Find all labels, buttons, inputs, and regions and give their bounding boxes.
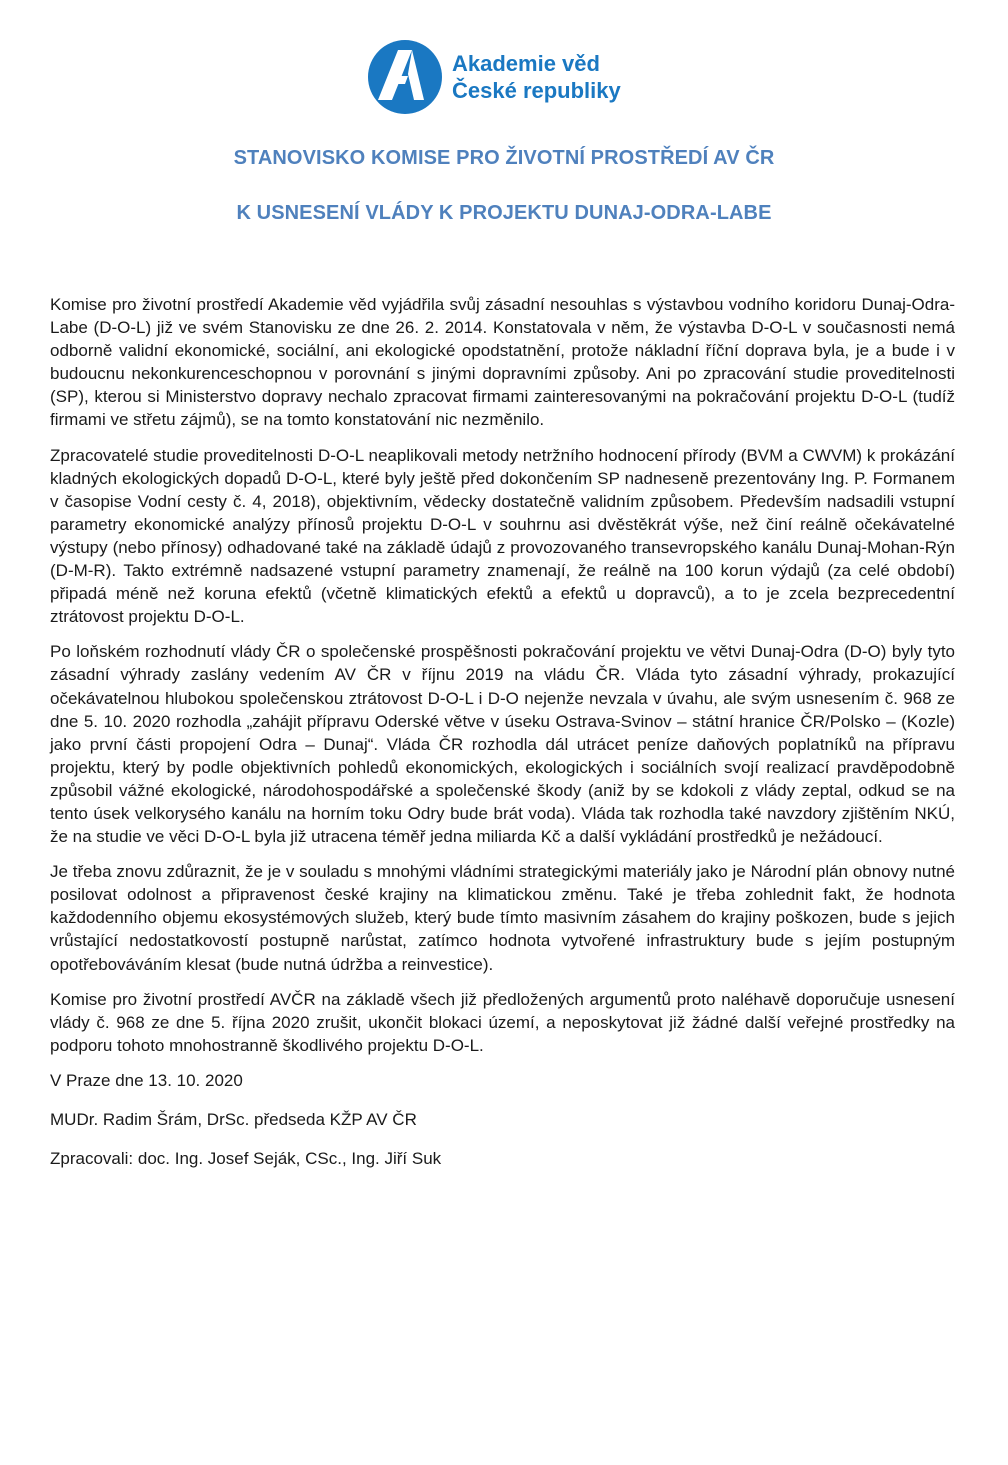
paragraph-2: Zpracovatelé studie proveditelnosti D-O-L neaplikovali metody netržního hodnocení přírody (BVM a CWVM) k prokázání kladných ekologických dopadů D-O-L, které byly ještě před dokončením SP nadneseně prezentovány Ing. P. Formanem v časopise Vodní cesty č. 4, 2018), objektivním, vědecky dostatečně validním způsobem. Především nadsadili vstupní parametry ekonomické analýzy přínosů projektu D-O-L v souhrnu asi dvěstěkrát výše, než činí reálně očekávatelné výstupy (nebo přínosy) odhadované také na základě údajů z provozovaného transevropského kanálu Dunaj-Mohan-Rýn (D-M-R). Takto extrémně nadsazené vstupní parametry znamenají, že reálně na 100 korun výdajů (za celé období) připadá méně než koruna efektů (včetně klimatických efektů a efektů u dopravců), a to je zcela bezprecedentní ztrátovost projektu D-O-L. <box>50 445 955 627</box>
prepared-by: Zpracovali: doc. Ing. Josef Seják, CSc., Ing. Jiří Suk <box>50 1149 442 1169</box>
academy-logo <box>368 40 621 114</box>
paragraph-3: Po loňském rozhodnutí vlády ČR o společenské prospěšnosti pokračování projektu ve větvi Dunaj-Odra (D-O) byly tyto zásadní výhrady zaslány vedením AV ČR v říjnu 2019 na vládu ČR. Vláda tyto zásadní výhrady, prokazující očekávatelnou hlubokou společenskou ztrátovost D-O-L i D-O nejenže nevzala v úvahu, ale svým usnesením č. 968 ze dne 5. 10. 2020 rozhodla „zahájit přípravu Oderské větve v úseku Ostrava-Svinov – státní hranice ČR/Polsko – (Kozle) jako první části propojení Odra – Dunaj“. Vláda ČR rozhodla dál utrácet peníze daňových poplatníků na přípravu projektu, který by podle objektivních pohledů ekonomických, ekologických i sociálních svojí realizací pravděpodobně způsobil vážné ekologické, národohospodářské a společenské škody (aniž by se kdokoli z vlády zeptal, odkud se na tento úsek velkorysého kanálu na horním toku Odry bude brát voda). Vláda tak rozhodla také navzdory zjištěním NKÚ, že na studie ve věci D-O-L byla již utracena téměř jedna miliarda Kč a další vykládání prostředků je nežádoucí. <box>50 642 955 847</box>
document-title: STANOVISKO KOMISE PRO ŽIVOTNÍ PROSTŘEDÍ AV ČR <box>233 147 775 169</box>
document-subtitle: K USNESENÍ VLÁDY K PROJEKTU DUNAJ-ODRA-LABE <box>236 202 772 224</box>
academy-a-emblem-icon <box>368 40 442 114</box>
paragraph-4: Je třeba znovu zdůraznit, že je v souladu s mnohými vládními strategickými materiály jako je Národní plán obnovy nutné posilovat odolnost a připravenost české krajiny na klimatickou změnu. Také je třeba zohlednit fakt, že hodnota každodenního objemu ekosystémových služeb, který bude tímto masivním zásahem do krajiny poškozen, bude s jejich vrůstající nedostatkovostí postupně narůstat, zatímco hodnota vytvořené infrastruktury bude s jejím postupným opotřebováváním klesat (bude nutná údržba a reinvestice). <box>50 862 955 974</box>
logo-wordmark <box>452 50 621 104</box>
logo-line-1: Akademie věd <box>452 51 600 76</box>
signatory: MUDr. Radim Šrám, DrSc. předseda KŽP AV ČR <box>50 1110 417 1129</box>
place-and-date: V Praze dne 13. 10. 2020 <box>50 1070 243 1090</box>
paragraph-5: Komise pro životní prostředí AVČR na základě všech již předložených argumentů proto naléhavě doporučuje usnesení vlády č. 968 ze dne 5. října 2020 zrušit, ukončit blokaci území, a neposkytovat již žádné další veřejné prostředky na podporu tohoto mnohostranně škodlivého projektu D-O-L. <box>50 989 955 1055</box>
document-body <box>50 293 955 1186</box>
logo-line-2: České republiky <box>452 78 621 103</box>
paragraph-1: Komise pro životní prostředí Akademie věd vyjádřila svůj zásadní nesouhlas s výstavbou vodního koridoru Dunaj-Odra-Labe (D-O-L) již ve svém Stanovisku ze dne 26. 2. 2014. Konstatovala v něm, že výstavba D-O-L v současnosti nemá odborně validní ekonomické, sociální, ani ekologické opodstatnění, protože nákladní říční doprava byla, je a bude i v budoucnu nekonkurenceschopnou v porovnání s jinými dopravními způsoby. Ani po zpracování studie proveditelnosti (SP), kterou si Ministerstvo dopravy nechalo zpracovat firmami zainteresovanými na pokračování projektu D-O-L (tudíž firmami ve střetu zájmů), se na tomto konstatování nic nezměnilo. <box>50 295 955 430</box>
